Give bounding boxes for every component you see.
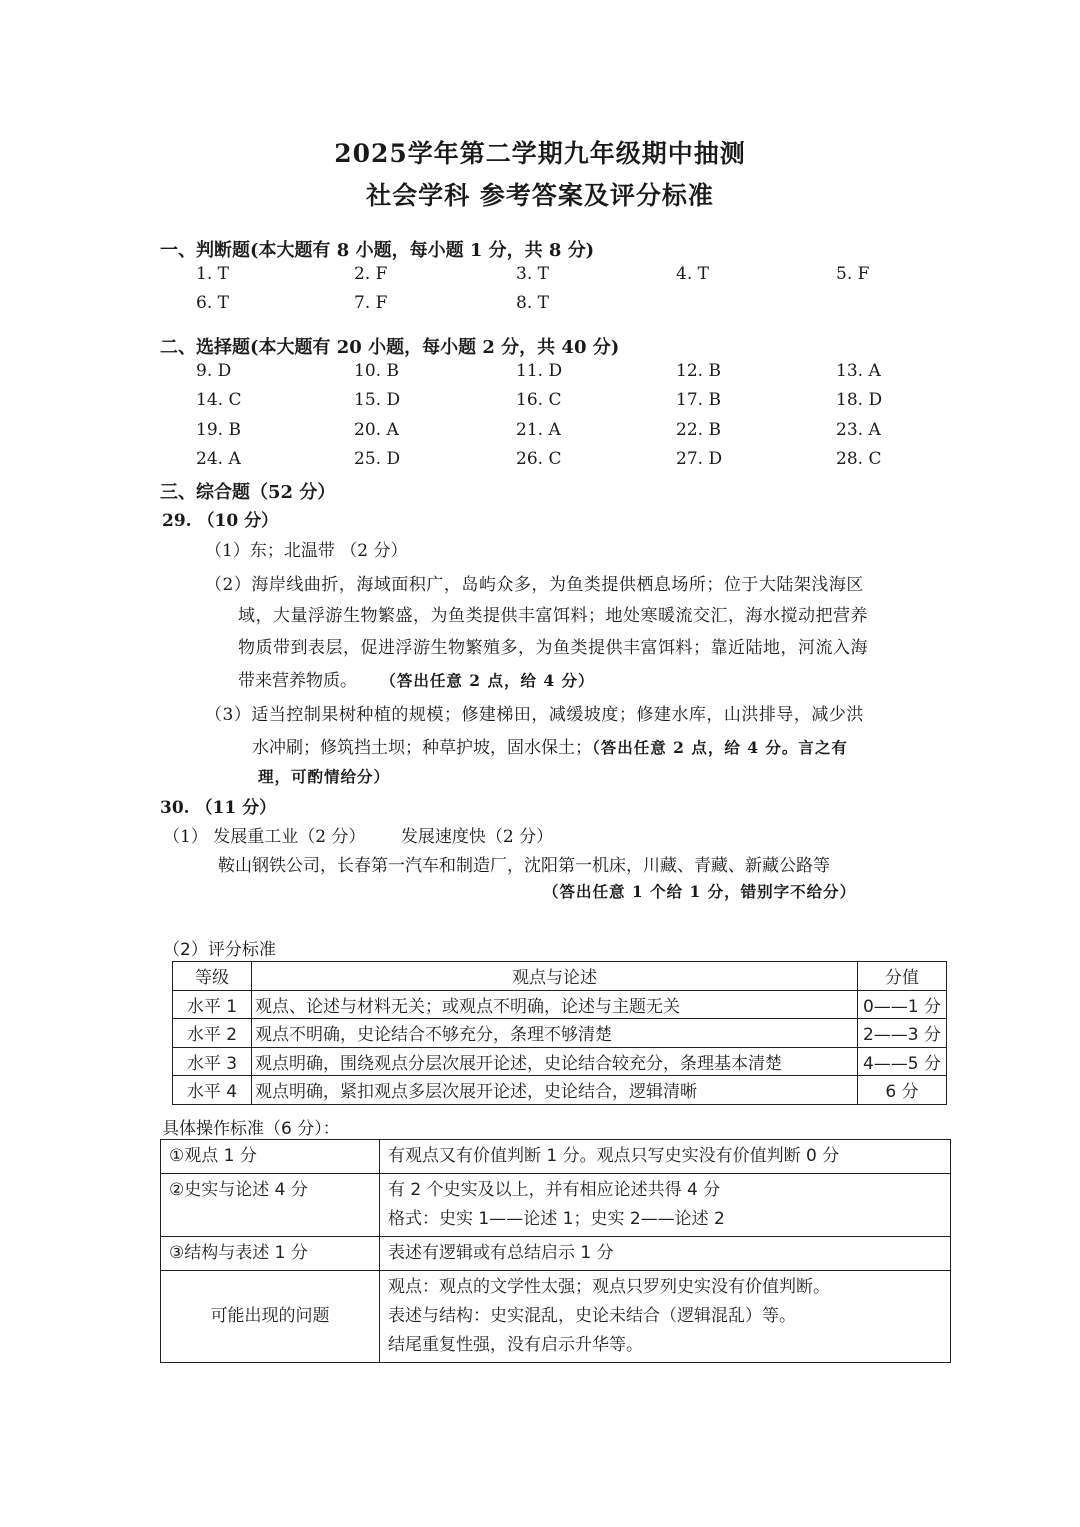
ops-standard-label: 具体操作标准（6 分）： [162, 1119, 340, 1139]
rubric-score: 0——1 分 [858, 990, 947, 1019]
operation-standard-table [160, 1139, 951, 1363]
answer-item: 23. A [836, 419, 881, 440]
ops-detail-line: 有 2 个史实及以上，并有相应论述共得 4 分 [388, 1180, 721, 1200]
answer-item: 24. A [196, 448, 241, 469]
table-row [173, 990, 947, 1019]
rubric-description: 观点不明确，史论结合不够充分，条理不够清楚 [252, 1019, 858, 1048]
q30-part-1-examples: 鞍山钢铁公司，长春第一汽车和制造厂，沈阳第一机床，川藏、青藏、新藏公路等 [218, 856, 830, 876]
answer-item: 11. D [516, 361, 563, 381]
ops-detail-line: 格式：史实 1——论述 1；史实 2——论述 2 [388, 1209, 725, 1229]
answer-item: 12. B [676, 361, 721, 381]
section-2-heading: 二、选择题(本大题有 20 小题，每小题 2 分，共 40 分) [160, 337, 620, 358]
q29-part-3-line [252, 733, 848, 758]
answer-item: 25. D [354, 448, 401, 469]
q30-part-1-scoring-note: （答出任意 1 个给 1 分，错别字不给分） [543, 882, 857, 901]
question-30-label: 30. （11 分） [160, 798, 277, 818]
column-header: 分值 [858, 962, 947, 991]
table-row [173, 1047, 947, 1076]
page-subtitle: 社会学科 参考答案及评分标准 [366, 181, 714, 210]
q30-part-1-answer-b: 发展速度快（2 分） [400, 827, 554, 847]
ops-detail [380, 1271, 951, 1363]
answer-item: 4. T [676, 264, 709, 284]
ops-criterion: ③结构与表述 1 分 [161, 1237, 380, 1271]
q30-part-1-answer-a: （1） 发展重工业（2 分） [163, 827, 366, 847]
rubric-score: 4——5 分 [858, 1047, 947, 1076]
answer-item: 9. D [196, 361, 232, 381]
answer-item: 3. T [516, 264, 549, 284]
table-row [161, 1140, 951, 1174]
section-2-answers [196, 361, 956, 478]
rubric-table [172, 961, 947, 1105]
q29-part-2-line: 物质带到表层，促进浮游生物繁殖多，为鱼类提供丰富饵料；靠近陆地，河流入海 [238, 638, 868, 658]
answer-item: 16. C [516, 390, 562, 411]
answer-item: 7. F [354, 293, 388, 314]
table-row [161, 1174, 951, 1237]
answer-item: 22. B [676, 419, 721, 440]
q29-part-3-line: （3）适当控制果树种植的规模；修建梯田，减缓坡度；修建水库，山洪排导，减少洪 [205, 705, 864, 725]
rubric-score: 2——3 分 [858, 1019, 947, 1048]
q29-part-2-scoring-note: （答出任意 2 点，给 4 分） [380, 671, 595, 690]
q29-part-1: （1）东；北温带 （2 分） [205, 541, 408, 561]
ops-detail: 表述有逻辑或有总结启示 1 分 [380, 1237, 951, 1271]
page-title: 2025学年第二学期九年级期中抽测 [334, 139, 746, 168]
answer-item: 13. A [836, 361, 881, 381]
answer-item: 10. B [354, 361, 399, 381]
table-header-row [173, 962, 947, 991]
ops-criterion: ②史实与论述 4 分 [161, 1174, 380, 1237]
rubric-level: 水平 1 [173, 990, 252, 1019]
rubric-level: 水平 3 [173, 1047, 252, 1076]
section-1-heading: 一、判断题(本大题有 8 小题，每小题 1 分，共 8 分) [160, 240, 595, 261]
answer-item: 17. B [676, 390, 721, 411]
answer-item: 14. C [196, 390, 242, 411]
answer-item: 21. A [516, 419, 561, 440]
answer-item: 6. T [196, 293, 229, 314]
rubric-score: 6 分 [858, 1076, 947, 1105]
q29-part-2-text: 带来营养物质。 [238, 671, 357, 691]
rubric-description: 观点、论述与材料无关；或观点不明确，论述与主题无关 [252, 990, 858, 1019]
ops-detail: 有观点又有价值判断 1 分。观点只写史实没有价值判断 0 分 [380, 1140, 951, 1174]
rubric-description: 观点明确，紧扣观点多层次展开论述，史论结合，逻辑清晰 [252, 1076, 858, 1105]
ops-criterion: 可能出现的问题 [161, 1271, 380, 1363]
section-3-heading: 三、综合题（52 分） [160, 482, 336, 503]
table-row [161, 1237, 951, 1271]
answer-item: 8. T [516, 293, 549, 314]
answer-item: 1. T [196, 264, 229, 284]
q30-part-2-label: （2）评分标准 [163, 940, 276, 960]
q29-part-2-line: 域，大量浮游生物繁盛，为鱼类提供丰富饵料；地处寒暖流交汇，海水搅动把营养 [238, 606, 868, 626]
rubric-level: 水平 2 [173, 1019, 252, 1048]
section-1-answers [196, 264, 956, 323]
ops-detail-line: 观点：观点的文学性太强；观点只罗列史实没有价值判断。 [388, 1277, 830, 1297]
answer-item: 26. C [516, 448, 562, 469]
ops-detail [380, 1174, 951, 1237]
answer-item: 19. B [196, 419, 241, 440]
ops-detail-line: 表述与结构：史实混乱，史论未结合（逻辑混乱）等。 [388, 1306, 796, 1326]
q29-part-2-line: （2）海岸线曲折，海域面积广，岛屿众多，为鱼类提供栖息场所；位于大陆架浅海区 [205, 575, 864, 595]
answer-item: 18. D [836, 390, 883, 411]
question-29-label: 29. （10 分） [162, 511, 279, 531]
q30-part-1-line [163, 822, 553, 847]
table-row [161, 1271, 951, 1363]
answer-item: 5. F [836, 264, 870, 284]
ops-detail-line: 结尾重复性强，没有启示升华等。 [388, 1335, 643, 1355]
rubric-description: 观点明确，围绕观点分层次展开论述，史论结合较充分，条理基本清楚 [252, 1047, 858, 1076]
answer-item: 20. A [354, 419, 399, 440]
answer-item: 27. D [676, 448, 723, 469]
q29-part-2-line [238, 666, 595, 691]
table-row [173, 1076, 947, 1105]
answer-item: 2. F [354, 264, 388, 284]
ops-criterion: ①观点 1 分 [161, 1140, 380, 1174]
q29-part-3-scoring-note-cont: 理，可酌情给分） [258, 767, 391, 786]
table-row [173, 1019, 947, 1048]
answer-item: 28. C [836, 448, 882, 469]
q29-part-3-scoring-note: （答出任意 2 点，给 4 分。言之有 [592, 738, 848, 757]
q29-part-3-text: 水冲刷；修筑挡土坝；种草护坡，固水保土； [252, 738, 592, 758]
answer-item: 15. D [354, 390, 401, 411]
column-header: 观点与论述 [252, 962, 858, 991]
rubric-level: 水平 4 [173, 1076, 252, 1105]
column-header: 等级 [173, 962, 252, 991]
